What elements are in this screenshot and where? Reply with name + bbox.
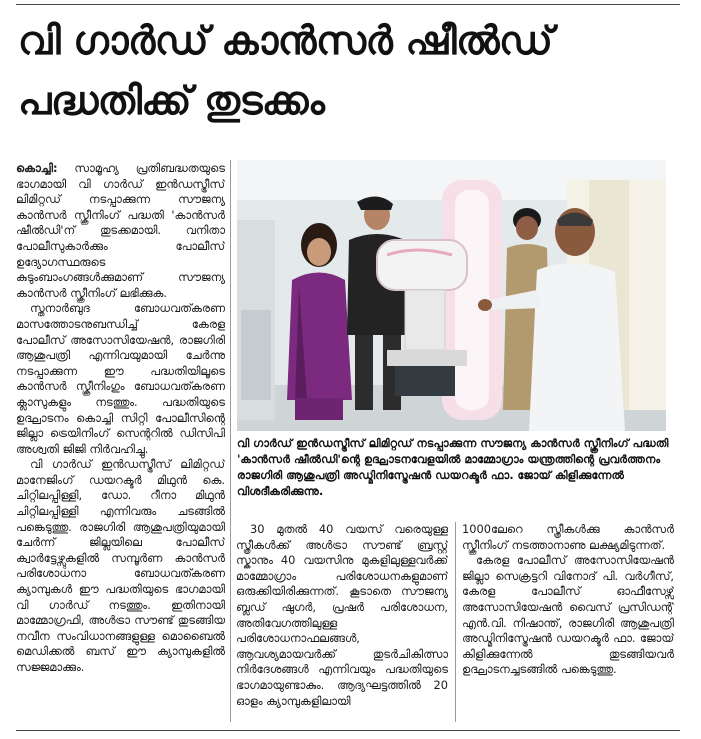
article-paragraph: കേരള പോലീസ് അസോസിയേഷൻ ജില്ലാ സെക്രട്ടറി വിനോദ് പി. വർഗീസ്, കേരള പോലീസ് ഓഫീസേഴ്സ് അസോസിയേഷൻ വൈസ് പ്രസിഡന്റ് എൻ.വി. നിഷാന്ത്, രാജഗിരി ആശുപത്രി അഡ്മിനിസ്ട്രേഷൻ ഡയറക്ടർ ഫാ. ജോയ് കിളിക്കുന്നേൽ തുടങ്ങിയവർ ഉദ്ഘാടനച്ചടങ്ങിൽ പങ്കെടുത്തു. <box>462 553 674 677</box>
dateline: കൊച്ചി: <box>16 161 58 175</box>
article-paragraph: 1000ലേറെ സ്ത്രീകൾക്കു കാൻസർ സ്ക്രീനിംഗ് നടത്താനാണു ലക്ഷ്യമിടുന്നത്. <box>462 522 674 552</box>
article-column-1 <box>16 161 225 721</box>
mammogram-scene-illustration <box>237 160 666 431</box>
paragraph-text: സാമൂഹ്യ പ്രതിബദ്ധതയുടെ ഭാഗമായി വി ഗാർഡ് ഇൻഡസ്ട്രീസ് ലിമിറ്റഡ് നടപ്പാക്കുന്ന സൗജന്യ കാൻസർ സ്ക്രീനിംഗ് പദ്ധതി 'കാൻസർ ഷീൽഡി'ന് തുടക്കമായി. വനിതാ പോലീസുകാർക്കും പോലീസ് ഉദ്യോഗസ്ഥരുടെ കുടുംബാംഗങ്ങൾക്കുമാണ് സൗജന്യ കാൻസർ സ്ക്രീനിംഗ് ലഭിക്കുക. <box>16 161 225 300</box>
photo-caption: വി ഗാർഡ് ഇൻഡസ്ട്രീസ് ലിമിറ്റഡ് നടപ്പാക്കുന്ന സൗജന്യ കാൻസർ സ്ക്രീനിംഗ് പദ്ധതി 'കാൻസർ ഷീൽഡി'ന്റെ ഉദ്ഘാടനവേളയിൽ മാമ്മോഗ്രാം യന്ത്രത്തിന്റെ പ്രവർത്തനം രാജഗിരി ആശുപത്രി അഡ്മിനിസ്ട്രേഷൻ ഡയറക്ടർ ഫാ. ജോയ് കിളിക്കുന്നേൽ വിശദീകരിക്കുന്നു. <box>237 437 669 498</box>
article-paragraph: സ്തനാർബുദ ബോധവത്കരണ മാസത്തോടനുബന്ധിച്ച് കേരള പോലീസ് അസോസിയേഷൻ, രാജഗിരി ആശുപത്രി എന്നിവയുമായി ചേർന്നു നടപ്പാക്കുന്ന ഈ പദ്ധതിയിലൂടെ കാൻസർ സ്ക്രീനിംഗും ബോധവത്കരണ ക്ലാസുകളും നടത്തും. പദ്ധതിയുടെ ഉദ്ഘാടനം കൊച്ചി സിറ്റി പോലീസിന്റെ ജില്ലാ ട്രെയിനിംഗ് സെന്ററിൽ ഡിസിപി അശ്വതി ജിജി നിർവഹിച്ചു. <box>16 301 225 456</box>
column-divider <box>455 522 456 722</box>
top-rule <box>16 4 680 5</box>
article-paragraph: വി ഗാർഡ് ഇൻഡസ്ട്രീസ് ലിമിറ്റഡ് മാനേജിംഗ് ഡയറക്ടർ മിഥുൻ കെ. ചിറ്റിലപ്പിള്ളി, ഡോ. റീനാ മിഥുൻ ചിറ്റിലപ്പിള്ളി എന്നിവരും ചടങ്ങിൽ പങ്കെടുത്തു. രാജഗിരി ആശുപത്രിയുമായി ചേർന്ന് ജില്ലയിലെ പോലീസ് ക്വാർട്ടേഴ്സുകളിൽ സമ്പൂർണ കാൻസർ പരിശോധനാ ബോധവത്കരണ ക്യാമ്പുകൾ ഈ പദ്ധതിയുടെ ഭാഗമായി വി ഗാർഡ് നടത്തും. ഇതിനായി മാമ്മോഗ്രഫി, അൾട്രാ സൗണ്ട് തുടങ്ങിയ നവീന സംവിധാനങ്ങളുള്ള മൊബൈൽ മെഡിക്കൽ ബസ് ഈ ക്യാമ്പുകളിൽ സജ്ജമാക്കും. <box>16 457 225 674</box>
article-paragraph: 30 മുതൽ 40 വയസ് വരെയുള്ള സ്ത്രീകൾക്ക് അൾട്രാ സൗണ്ട് ബ്രസ്റ്റ് സ്കാനും 40 വയസിനു മുകളിലുള്ളവർക്ക് മാമ്മോഗ്രാം പരിശോധനകളുമാണ് ഒരുക്കിയിരിക്കുന്നത്. കൂടാതെ സൗജന്യ ബ്ലഡ് ഷുഗർ, പ്രഷർ പരിശോധന, അതിവേഗത്തിലുള്ള പരിശോധനാഫലങ്ങൾ, ആവശ്യമായവർക്ക് തുടർചികിത്സാ നിർദേശങ്ങൾ എന്നിവയും പദ്ധതിയുടെ ഭാഗമായുണ്ടാകും. ആദ്യഘട്ടത്തിൽ 20 ഓളം ക്യാമ്പുകളിലായി <box>236 522 448 708</box>
bottom-rule <box>16 730 680 731</box>
article-paragraph <box>16 161 225 301</box>
news-photo <box>237 160 666 431</box>
headline: വി ഗാർഡ് കാൻസർ ഷീൽഡ് പദ്ധതിക്ക് തുടക്കം <box>18 19 553 124</box>
article-column-2 <box>236 522 448 722</box>
column-divider <box>230 160 231 722</box>
article-column-3 <box>462 522 674 722</box>
